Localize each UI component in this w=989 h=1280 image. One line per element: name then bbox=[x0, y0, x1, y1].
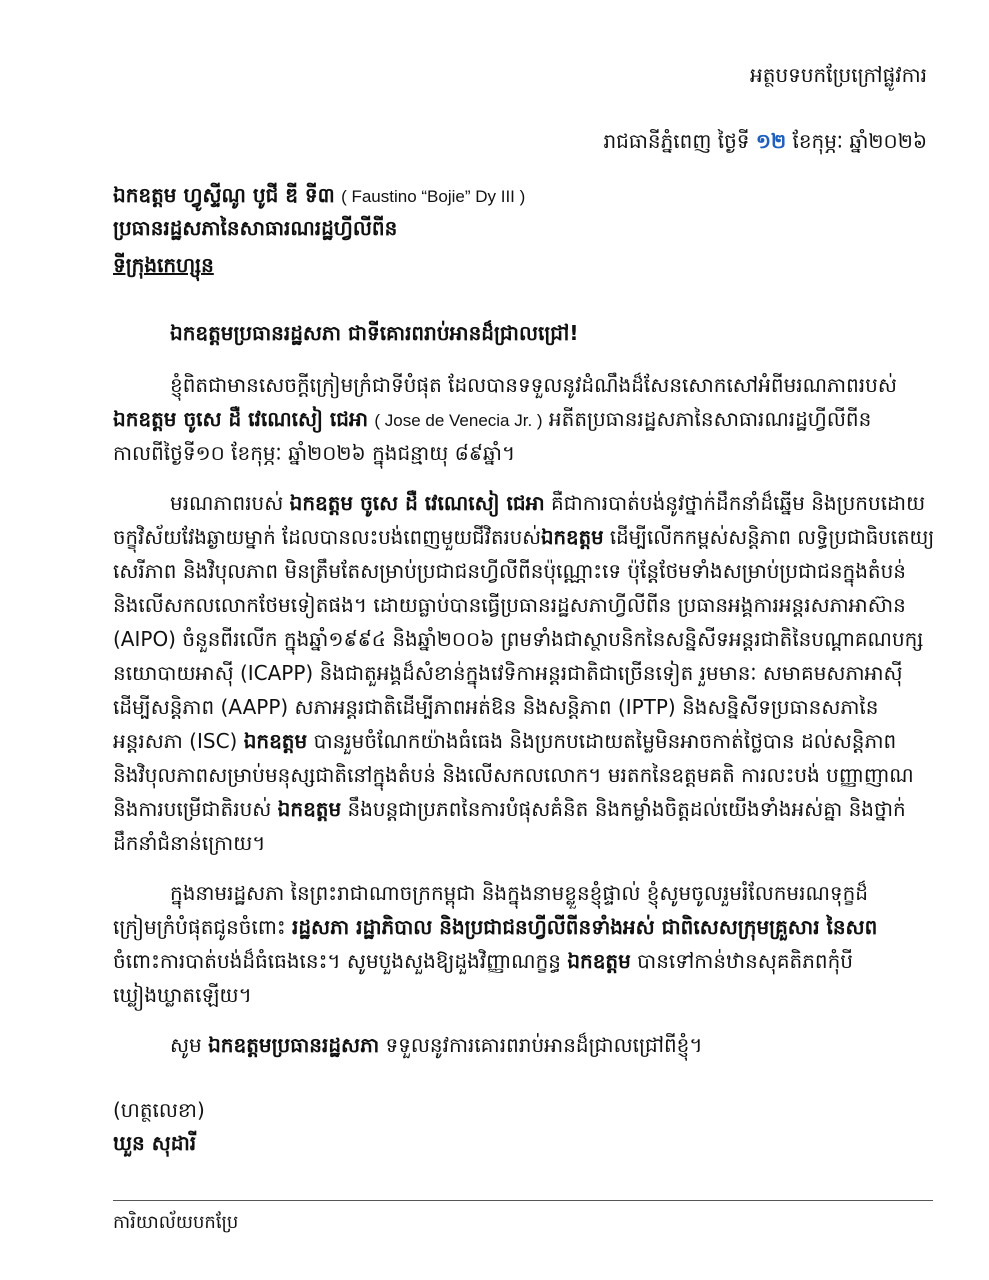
para2-line2 bbox=[113, 522, 934, 552]
para3-line1: ក្នុងនាមរដ្ឋសភា នៃព្រះរាជាណាចក្រកម្ពុជា និងក្នុងនាមខ្លួនខ្ញុំផ្ទាល់ ខ្ញុំសូមចូលរួមរំលែកមរណទុក្ខដ៏ bbox=[170, 881, 868, 905]
para1-line2 bbox=[113, 404, 871, 436]
footer-divider bbox=[113, 1200, 933, 1201]
date-day: ១២ bbox=[755, 129, 787, 153]
para2-line2-bold: ឯកឧត្តម bbox=[541, 525, 604, 549]
para2-line8-a: អន្តរសភា (ISC) bbox=[113, 729, 238, 753]
para2-line1-a: មរណភាពរបស់ bbox=[170, 491, 284, 515]
para3-line3-a: ចំពោះការបាត់បង់ដ៏ធំធេងនេះ។ សូមបួងសួងឱ្យដួងវិញ្ញាណក្ខន្ធ bbox=[113, 949, 561, 973]
recipient-title: ប្រធានរដ្ឋសភានៃសាធារណរដ្ឋហ្វីលីពីន bbox=[113, 216, 398, 240]
closing-rest: ទទួលនូវការគោរពរាប់អានដ៏ជ្រាលជ្រៅពីខ្ញុំ។ bbox=[385, 1033, 703, 1057]
para1-line2-rest: អតីតប្រធានរដ្ឋសភានៃសាធារណរដ្ឋហ្វីលីពីន bbox=[548, 407, 872, 431]
para2-line10-rest: នឹងបន្តជាប្រភពនៃការបំផុសគំនិត និងកម្លាំងចិត្តដល់យើងទាំងអស់គ្នា និងថ្នាក់ bbox=[347, 797, 906, 821]
para3-line3-bold: ឯកឧត្តម bbox=[567, 949, 631, 973]
closing-bold: ឯកឧត្តមប្រធានរដ្ឋសភា bbox=[208, 1033, 380, 1057]
recipient-name-kh: ឯកឧត្តម ហ្វូស្ទីណូ បូជី ឌី ទី៣ bbox=[113, 183, 335, 207]
recipient-city: ទីក្រុងកេហ្សុន bbox=[113, 253, 214, 277]
closing-a: សូម bbox=[170, 1033, 202, 1057]
para3-line3 bbox=[113, 946, 853, 976]
para3-line3-rest: បានទៅកាន់ឋានសុគតិភពកុំបី bbox=[637, 949, 853, 973]
para2-line6: នយោបាយអាស៊ី (ICAPP) និងជាតួអង្គដ៏សំខាន់ក្នុងវេទិកាអន្តរជាតិជាច្រើនទៀត រួមមានៈ សមាគមសភាអាស៊ី bbox=[113, 661, 903, 685]
para3-line2 bbox=[113, 912, 877, 942]
para2-line2-rest: ដើម្បីលើកកម្ពស់សន្តិភាព លទ្ធិប្រជាធិបតេយ្យ bbox=[609, 525, 935, 549]
para3-line4: ឃ្លៀងឃ្លាតឡើយ។ bbox=[113, 983, 252, 1007]
unofficial-translation-label: អត្ថបទបកប្រែក្រៅផ្លូវការ bbox=[750, 63, 927, 87]
para2-line2-a: ចក្ខុវិស័យវែងឆ្ងាយម្នាក់ ដែលបានលះបង់ពេញមួយជីវិតរបស់ bbox=[113, 525, 542, 549]
footer-office: ការិយាល័យបកប្រែ bbox=[113, 1212, 239, 1233]
para2-line8-bold: ឯកឧត្តម bbox=[243, 729, 308, 753]
date-line bbox=[603, 126, 927, 156]
signatory-name: ឃួន សុដារី bbox=[113, 1131, 197, 1155]
para2-line8 bbox=[113, 726, 896, 756]
salutation: ឯកឧត្តមប្រធានរដ្ឋសភា ជាទីគោរពរាប់អានដ៏ជ្រាលជ្រៅ! bbox=[170, 321, 579, 345]
recipient-name bbox=[113, 180, 525, 212]
date-prefix: រាជធានីភ្នំពេញ ថ្ងៃទី bbox=[603, 129, 750, 153]
para2-line10-bold: ឯកឧត្តម bbox=[277, 797, 342, 821]
para2-line1-rest: គឺជាការបាត់បង់នូវថ្នាក់ដឹកនាំដ៏ឆ្នើម និងប្រកបដោយ bbox=[551, 491, 926, 515]
para2-line10 bbox=[113, 794, 906, 824]
signature-label: (ហត្ថលេខា) bbox=[113, 1098, 205, 1122]
para2-line3: សេរីភាព និងវិបុលភាព មិនត្រឹមតែសម្រាប់ប្រជាជនហ្វីលីពីនប៉ុណ្ណោះទេ ប៉ុន្តែថែមទាំងសម្រាប់ប្រជាជនក្នុងតំបន់ bbox=[113, 559, 906, 583]
para2-line8-rest: បានរួមចំណែកយ៉ាងធំធេង និងប្រកបដោយតម្លៃមិនអាចកាត់ថ្លៃបាន ដល់សន្តិភាព bbox=[313, 729, 897, 753]
para1-name-latin: ( Jose de Venecia Jr. ) bbox=[374, 411, 543, 430]
para2-line10-a: និងការបម្រើជាតិរបស់ bbox=[113, 797, 272, 821]
para2-line9: និងវិបុលភាពសម្រាប់មនុស្សជាតិនៅក្នុងតំបន់ និងលើសកលលោក។ មរតកនៃឧត្តមគតិ ការលះបង់ បញ្ញាញាណ bbox=[113, 763, 914, 787]
para2-line11: ដឹកនាំជំនាន់ក្រោយ។ bbox=[113, 831, 266, 855]
para2-line1 bbox=[170, 488, 925, 518]
para1-line3: កាលពីថ្ងៃទី១០ ខែកុម្ភៈ ឆ្នាំ២០២៦ ក្នុងជន្មាយុ ៨៩ឆ្នាំ។ bbox=[113, 441, 516, 465]
date-suffix: ខែកុម្ភៈ ឆ្នាំ២០២៦ bbox=[792, 129, 927, 153]
para2-line5: (AIPO) ចំនួនពីរលើក ក្នុងឆ្នាំ១៩៩៤ និងឆ្នាំ២០០៦ ព្រមទាំងជាស្ថាបនិកនៃសន្និសីទអន្តរជាតិនៃបណ្តាគណបក្ស bbox=[113, 627, 924, 651]
para3-line2-a: ក្រៀមក្រំបំផុតជូនចំពោះ bbox=[113, 915, 286, 939]
para2-line4: និងលើសកលលោកថែមទៀតផង។ ដោយធ្លាប់បានធ្វើប្រធានរដ្ឋសភាហ្វីលីពីន ប្រធានអង្គការអន្តរសភាអាស៊ាន bbox=[113, 593, 906, 617]
para3-line2-bold: រដ្ឋសភា រដ្ឋាភិបាល និងប្រជាជនហ្វីលីពីនទាំងអស់ ជាពិសេសក្រុមគ្រួសារ នៃសព bbox=[292, 915, 878, 939]
para1-name-bold: ឯកឧត្តម ចូសេ ដឺ វេណេសៀ ជេអា bbox=[113, 407, 368, 431]
recipient-name-latin: ( Faustino “Bojie” Dy III ) bbox=[341, 187, 526, 206]
para2-line1-bold: ឯកឧត្តម ចូសេ ដឺ វេណេសៀ ជេអា bbox=[289, 491, 545, 515]
para2-line7: ដើម្បីសន្តិភាព (AAPP) សភាអន្តរជាតិដើម្បីភាពអត់ឱន និងសន្តិភាព (IPTP) និងសន្និសីទប្រធានសភានៃ bbox=[113, 695, 879, 719]
para1-line1: ខ្ញុំពិតជាមានសេចក្តីក្រៀមក្រំជាទីបំផុត ដែលបានទទួលនូវដំណឹងដ៏សែនសោកសៅអំពីមរណភាពរបស់ bbox=[170, 373, 897, 397]
closing-line bbox=[170, 1030, 703, 1060]
